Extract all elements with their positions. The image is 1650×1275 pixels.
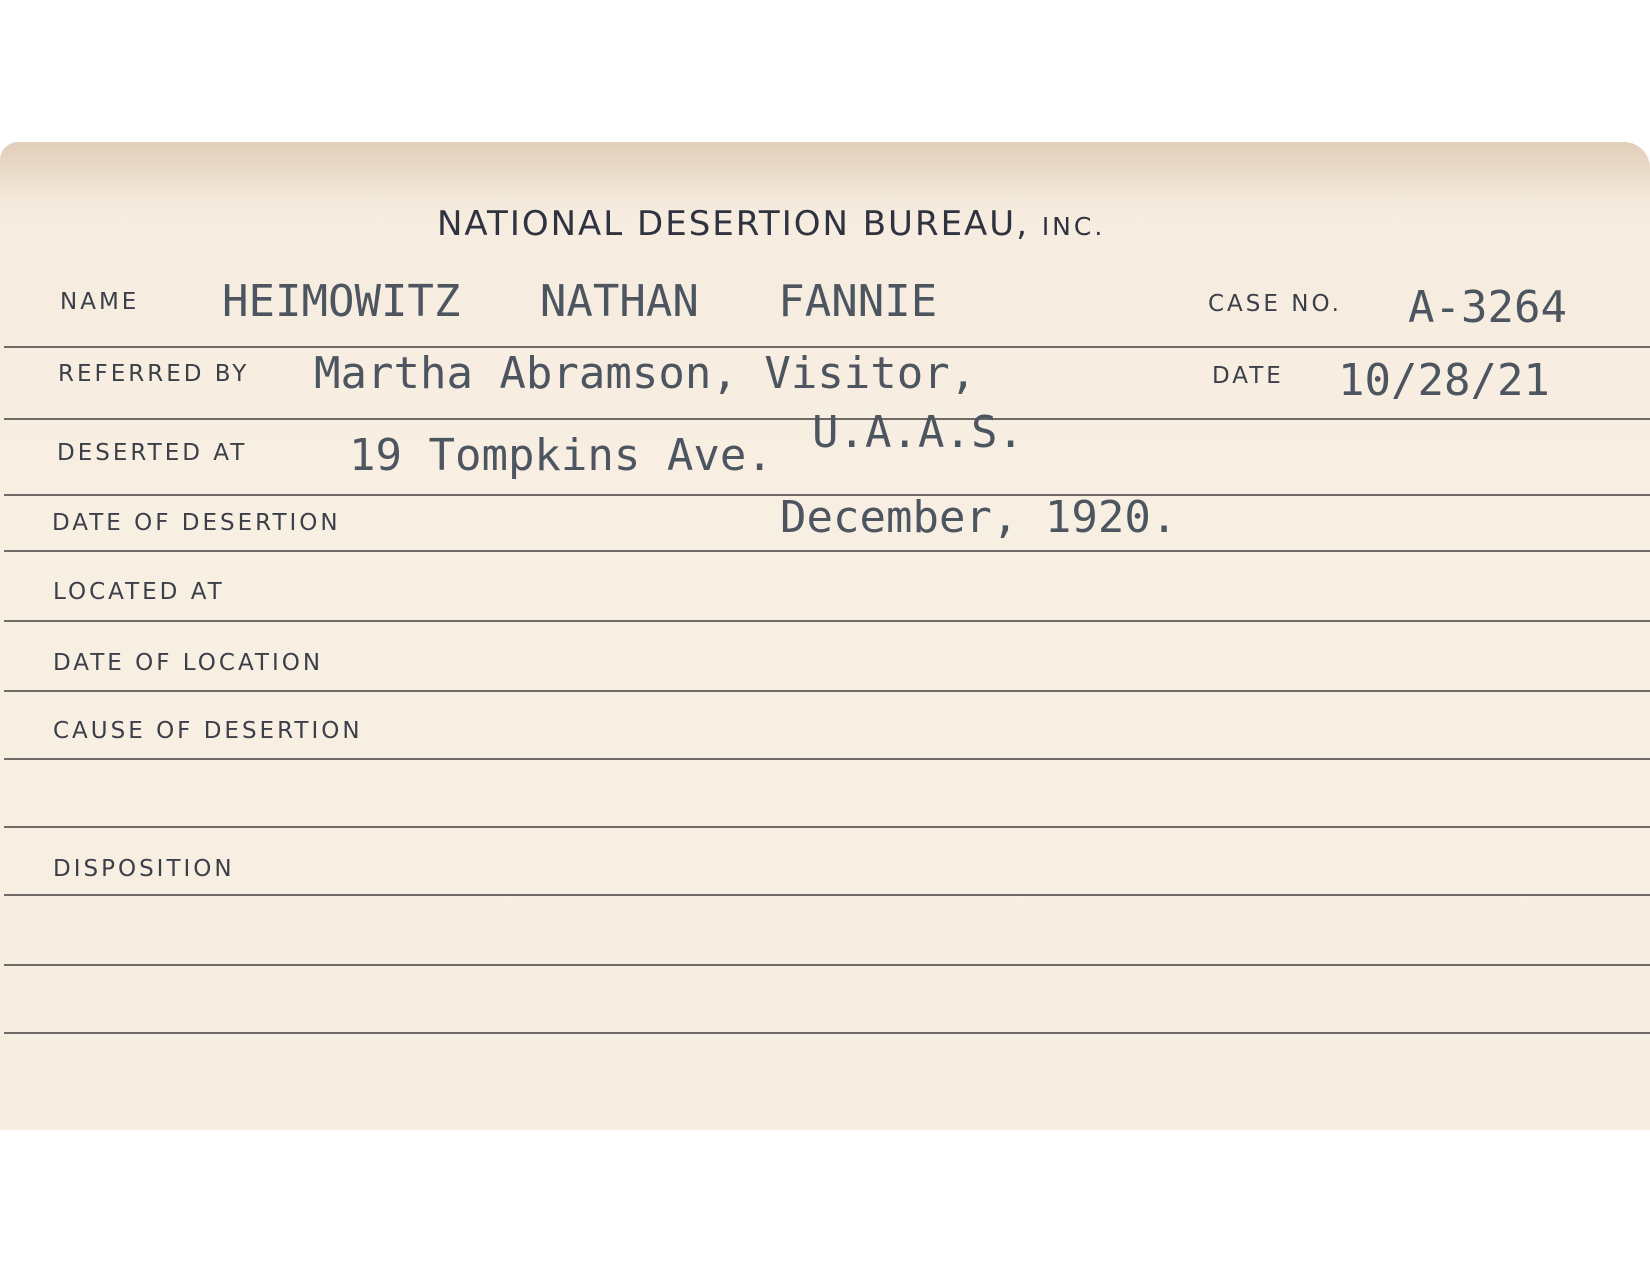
rule-cause-extra <box>4 826 1650 828</box>
rule-disposition-extra-1 <box>4 964 1650 966</box>
cause-of-desertion-label: CAUSE OF DESERTION <box>53 718 363 744</box>
case-no-value: A-3264 <box>1408 282 1567 333</box>
date-label: DATE <box>1212 363 1284 389</box>
card-title <box>437 204 1105 244</box>
rule-disposition <box>4 894 1650 896</box>
located-at-label: LOCATED AT <box>53 579 225 605</box>
deserted-at-value: 19 Tompkins Ave. <box>349 430 773 481</box>
rule-date-of-location <box>4 690 1650 692</box>
rule-date-of-desertion <box>4 550 1650 552</box>
rule-located-at <box>4 620 1650 622</box>
rule-disposition-extra-2 <box>4 1032 1650 1034</box>
deserted-at-label: DESERTED AT <box>57 440 248 466</box>
case-no-label: CASE NO. <box>1208 291 1342 317</box>
date-of-desertion-value: December, 1920. <box>780 492 1178 543</box>
date-value: 10/28/21 <box>1338 355 1550 406</box>
name-label: NAME <box>60 289 140 315</box>
referred-by-value: Martha Abramson, Visitor, <box>314 348 977 399</box>
name-value: HEIMOWITZ NATHAN FANNIE <box>222 276 938 327</box>
rule-cause-of-desertion <box>4 758 1650 760</box>
referred-by-label: REFERRED BY <box>58 361 250 387</box>
referred-by-org-value: U.A.A.S. <box>812 407 1024 458</box>
index-card <box>0 142 1650 1130</box>
card-title-suffix: INC. <box>1041 212 1106 241</box>
date-of-location-label: DATE OF LOCATION <box>53 650 324 676</box>
card-title-main: NATIONAL DESERTION BUREAU, <box>437 204 1029 244</box>
disposition-label: DISPOSITION <box>53 856 235 882</box>
date-of-desertion-label: DATE OF DESERTION <box>52 510 341 536</box>
